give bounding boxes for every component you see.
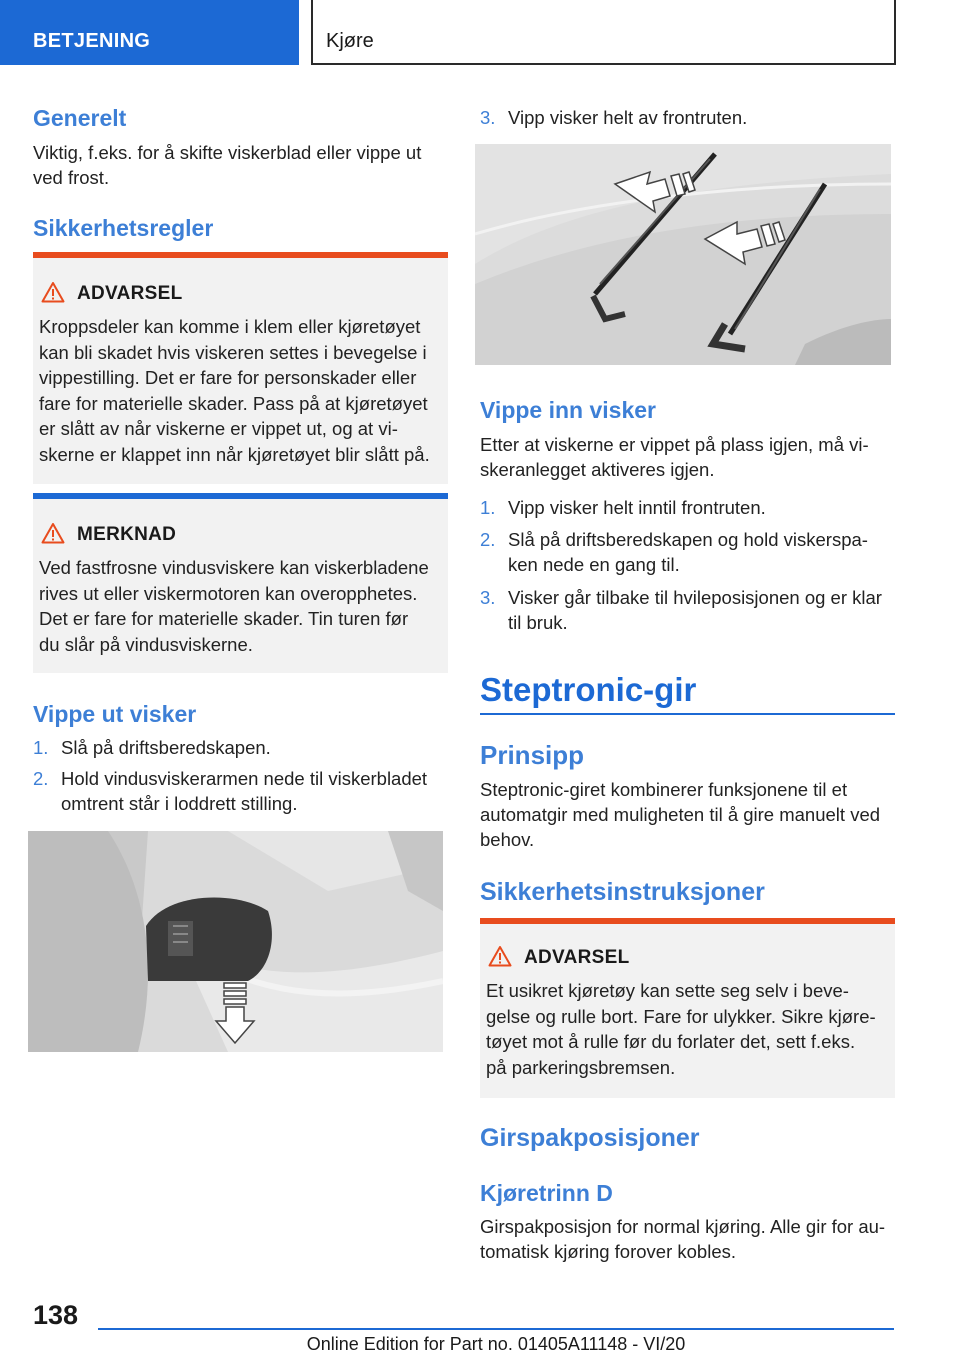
note-box: [33, 493, 448, 673]
footer-edition: Online Edition for Part no. 01405A11148 - VI/20: [306, 1334, 686, 1354]
list-item: 2. Hold vindusviskerarmen nede til viskerbladet omtrent står i loddrett stilling.: [33, 768, 428, 814]
generelt-text: Viktig, f.eks. for å skifte viskerblad eller vippe ut ved frost.: [33, 142, 422, 188]
steptronic-heading: Steptronic-gir: [480, 671, 697, 708]
heading-rule: [480, 713, 895, 715]
vippe-ut-heading: Vippe ut visker: [33, 701, 197, 727]
warning-2-text: Et usikret kjøretøy kan sette seg selv i beve- gelse og rulle bort. Fare for ulykker. Sikre kjøre- tøyet mot å rulle før du forlater det, sett f.eks. på parkeringsbremsen.: [486, 980, 876, 1078]
section-title: BETJENING: [33, 30, 151, 52]
wiper-stalk-illustration: [28, 831, 443, 1052]
prinsipp-text: Steptronic-giret kombinerer funksjonene til et automatgir med muligheten til å gire manuelt ved behov.: [480, 779, 881, 850]
note-triangle-icon: [41, 522, 65, 544]
warning-triangle-icon: [41, 281, 65, 303]
warning-title: ADVARSEL: [77, 283, 183, 304]
note-title: MERKNAD: [77, 524, 177, 545]
kjoretrinn-text: Girspakposisjon for normal kjøring. Alle gir for au- tomatisk kjøring forover kobles.: [480, 1216, 886, 1262]
warning-box-2: [480, 918, 895, 1098]
vippe-inn-text: Etter at viskerne er vippet på plass igjen, må vi- skeranlegget aktiveres igjen.: [480, 434, 869, 480]
vippe-inn-heading: Vippe inn visker: [480, 397, 656, 423]
sikkerhetsinstruksjoner-heading: Sikkerhetsinstruksjoner: [480, 878, 765, 906]
list-item: 2. Slå på driftsberedskapen og hold viskerspa- ken nede en gang til.: [480, 529, 868, 575]
kjoretrinn-heading: Kjøretrinn D: [480, 1180, 613, 1206]
chapter-title: Kjøre: [326, 30, 374, 52]
list-item: 1. Slå på driftsberedskapen.: [33, 737, 271, 758]
warning-text: Kroppsdeler kan komme i klem eller kjøretøyet kan bli skadet hvis viskeren settes i bevegelse i vippestilling. Det er fare for personskader eller fare for materielle skader. Pass på at kjøretøyet er slått av når viskerne er vippet ut, og at vi- skerne er klappet inn når kjøretøyet blir slått på.: [39, 316, 430, 465]
page-number: 138: [33, 1300, 79, 1330]
section-tab: [0, 0, 299, 65]
chapter-tab: [311, 0, 896, 65]
prinsipp-heading: Prinsipp: [480, 740, 585, 770]
girspakposisjoner-heading: Girspakposisjoner: [480, 1124, 700, 1152]
wiper-windshield-illustration: [475, 144, 891, 365]
sikkerhetsregler-heading: Sikkerhetsregler: [33, 215, 214, 241]
warning-box: [33, 252, 448, 484]
list-item: 3. Vipp visker helt av frontruten.: [480, 107, 748, 128]
generelt-heading: Generelt: [33, 105, 127, 131]
note-text: Ved fastfrosne vindusviskere kan viskerbladene rives ut eller viskermotoren kan overopphetes. Det er fare for materielle skader. Tin turen før du slår på vindusviskerne.: [39, 557, 429, 655]
list-item: 1. Vipp visker helt inntil frontruten.: [480, 497, 766, 518]
footer-rule: [98, 1328, 894, 1330]
warning-2-title: ADVARSEL: [524, 947, 630, 968]
list-item: 3. Visker går tilbake til hvileposisjonen og er klar til bruk.: [480, 587, 882, 633]
warning-triangle-icon: [488, 945, 512, 967]
